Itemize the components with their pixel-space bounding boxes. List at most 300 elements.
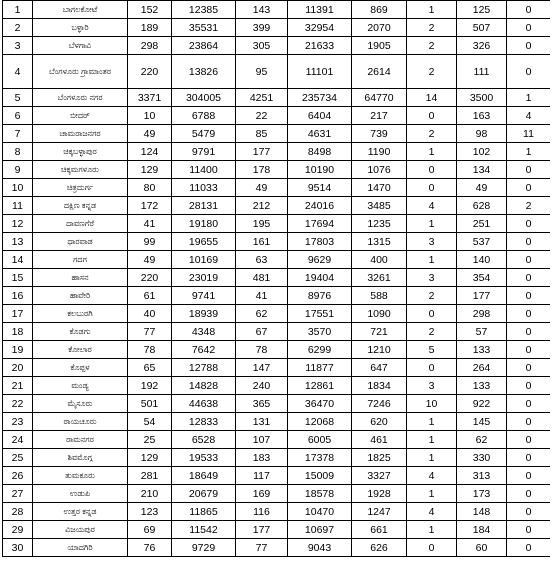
district-data-sheet — [2, 0, 550, 566]
table-row — [3, 107, 551, 125]
table-row — [3, 431, 551, 449]
value-cell: 4251 — [236, 89, 288, 107]
table-row — [3, 377, 551, 395]
value-cell: 10470 — [288, 503, 352, 521]
value-cell: 17378 — [288, 449, 352, 467]
value-cell: 9729 — [172, 539, 236, 557]
district-name-cell: ಉತ್ತರ ಕನ್ನಡ — [33, 503, 128, 521]
value-cell: 9043 — [288, 539, 352, 557]
district-name-cell: ಹಾವೇರಿ — [33, 287, 128, 305]
table-row — [3, 251, 551, 269]
value-cell: 304005 — [172, 89, 236, 107]
value-cell: 131 — [236, 413, 288, 431]
value-cell: 4348 — [172, 323, 236, 341]
serial-number-cell: 17 — [3, 305, 33, 323]
value-cell: 0 — [507, 215, 551, 233]
table-row — [3, 287, 551, 305]
serial-number-cell: 23 — [3, 413, 33, 431]
value-cell: 15009 — [288, 467, 352, 485]
value-cell: 11033 — [172, 179, 236, 197]
value-cell: 2 — [507, 197, 551, 215]
value-cell: 1 — [407, 413, 457, 431]
value-cell: 1 — [407, 1, 457, 19]
value-cell: 461 — [352, 431, 407, 449]
value-cell: 60 — [457, 539, 507, 557]
value-cell: 5 — [407, 341, 457, 359]
value-cell: 0 — [507, 161, 551, 179]
table-row — [3, 341, 551, 359]
value-cell: 0 — [507, 55, 551, 89]
value-cell: 0 — [507, 431, 551, 449]
serial-number-cell: 5 — [3, 89, 33, 107]
value-cell: 217 — [352, 107, 407, 125]
value-cell: 17551 — [288, 305, 352, 323]
value-cell: 40 — [128, 305, 172, 323]
value-cell: 178 — [236, 161, 288, 179]
value-cell: 235734 — [288, 89, 352, 107]
value-cell: 0 — [507, 269, 551, 287]
serial-number-cell: 28 — [3, 503, 33, 521]
value-cell: 9629 — [288, 251, 352, 269]
value-cell: 3 — [407, 377, 457, 395]
value-cell: 0 — [507, 377, 551, 395]
value-cell: 125 — [457, 1, 507, 19]
value-cell: 220 — [128, 269, 172, 287]
district-name-cell: ಬೆಳಗಾವಿ — [33, 37, 128, 55]
value-cell: 98 — [457, 125, 507, 143]
district-name-cell: ಮಂಡ್ಯ — [33, 377, 128, 395]
district-name-cell: ಬೀದರ್ — [33, 107, 128, 125]
value-cell: 173 — [457, 485, 507, 503]
value-cell: 3485 — [352, 197, 407, 215]
value-cell: 1090 — [352, 305, 407, 323]
table-row — [3, 503, 551, 521]
value-cell: 18939 — [172, 305, 236, 323]
value-cell: 177 — [236, 521, 288, 539]
value-cell: 0 — [507, 37, 551, 55]
value-cell: 11542 — [172, 521, 236, 539]
serial-number-cell: 18 — [3, 323, 33, 341]
value-cell: 0 — [507, 179, 551, 197]
value-cell: 19655 — [172, 233, 236, 251]
district-name-cell: ದಾವಣಗೆರೆ — [33, 215, 128, 233]
value-cell: 10697 — [288, 521, 352, 539]
value-cell: 11400 — [172, 161, 236, 179]
value-cell: 0 — [507, 341, 551, 359]
serial-number-cell: 16 — [3, 287, 33, 305]
district-name-cell: ವಿಜಯಪುರ — [33, 521, 128, 539]
value-cell: 22 — [236, 107, 288, 125]
value-cell: 35531 — [172, 19, 236, 37]
value-cell: 177 — [236, 143, 288, 161]
value-cell: 49 — [236, 179, 288, 197]
value-cell: 189 — [128, 19, 172, 37]
table-row — [3, 467, 551, 485]
value-cell: 1834 — [352, 377, 407, 395]
value-cell: 9741 — [172, 287, 236, 305]
serial-number-cell: 22 — [3, 395, 33, 413]
value-cell: 152 — [128, 1, 172, 19]
value-cell: 8498 — [288, 143, 352, 161]
value-cell: 12788 — [172, 359, 236, 377]
value-cell: 21633 — [288, 37, 352, 55]
value-cell: 24016 — [288, 197, 352, 215]
value-cell: 3 — [407, 269, 457, 287]
value-cell: 95 — [236, 55, 288, 89]
value-cell: 0 — [407, 179, 457, 197]
value-cell: 3371 — [128, 89, 172, 107]
value-cell: 8976 — [288, 287, 352, 305]
value-cell: 11877 — [288, 359, 352, 377]
value-cell: 20679 — [172, 485, 236, 503]
serial-number-cell: 7 — [3, 125, 33, 143]
value-cell: 143 — [236, 1, 288, 19]
value-cell: 18649 — [172, 467, 236, 485]
district-name-cell: ಮೈಸೂರು — [33, 395, 128, 413]
value-cell: 2 — [407, 287, 457, 305]
value-cell: 25 — [128, 431, 172, 449]
value-cell: 102 — [457, 143, 507, 161]
value-cell: 6404 — [288, 107, 352, 125]
value-cell: 11865 — [172, 503, 236, 521]
value-cell: 399 — [236, 19, 288, 37]
value-cell: 922 — [457, 395, 507, 413]
table-row — [3, 89, 551, 107]
value-cell: 172 — [128, 197, 172, 215]
value-cell: 0 — [507, 1, 551, 19]
serial-number-cell: 27 — [3, 485, 33, 503]
value-cell: 481 — [236, 269, 288, 287]
table-row — [3, 197, 551, 215]
value-cell: 85 — [236, 125, 288, 143]
district-name-cell: ಬೆಂಗಳೂರು ಗ್ರಾಮಾಂತರ — [33, 55, 128, 89]
serial-number-cell: 13 — [3, 233, 33, 251]
district-name-cell: ಬಾಗಲಕೋಟೆ — [33, 1, 128, 19]
value-cell: 44638 — [172, 395, 236, 413]
value-cell: 869 — [352, 1, 407, 19]
value-cell: 184 — [457, 521, 507, 539]
value-cell: 0 — [507, 287, 551, 305]
value-cell: 0 — [507, 305, 551, 323]
value-cell: 1905 — [352, 37, 407, 55]
value-cell: 1 — [407, 215, 457, 233]
serial-number-cell: 29 — [3, 521, 33, 539]
value-cell: 501 — [128, 395, 172, 413]
value-cell: 0 — [507, 19, 551, 37]
value-cell: 133 — [457, 341, 507, 359]
serial-number-cell: 15 — [3, 269, 33, 287]
table-row — [3, 19, 551, 37]
value-cell: 65 — [128, 359, 172, 377]
district-name-cell: ಹಾಸನ — [33, 269, 128, 287]
serial-number-cell: 1 — [3, 1, 33, 19]
serial-number-cell: 20 — [3, 359, 33, 377]
value-cell: 17803 — [288, 233, 352, 251]
value-cell: 49 — [128, 125, 172, 143]
table-row — [3, 1, 551, 19]
value-cell: 3570 — [288, 323, 352, 341]
serial-number-cell: 4 — [3, 55, 33, 89]
value-cell: 0 — [507, 467, 551, 485]
value-cell: 107 — [236, 431, 288, 449]
value-cell: 161 — [236, 233, 288, 251]
district-name-cell: ಕೋಲಾರ — [33, 341, 128, 359]
value-cell: 3500 — [457, 89, 507, 107]
value-cell: 354 — [457, 269, 507, 287]
value-cell: 64770 — [352, 89, 407, 107]
value-cell: 129 — [128, 161, 172, 179]
district-name-cell: ಧಾರವಾಡ — [33, 233, 128, 251]
value-cell: 1 — [407, 251, 457, 269]
value-cell: 11391 — [288, 1, 352, 19]
value-cell: 1247 — [352, 503, 407, 521]
table-row — [3, 449, 551, 467]
value-cell: 251 — [457, 215, 507, 233]
district-name-cell: ಬೆಂಗಳೂರು ನಗರ — [33, 89, 128, 107]
district-name-cell: ಬಳ್ಳಾರಿ — [33, 19, 128, 37]
value-cell: 10169 — [172, 251, 236, 269]
value-cell: 3 — [407, 233, 457, 251]
value-cell: 69 — [128, 521, 172, 539]
value-cell: 4 — [407, 503, 457, 521]
value-cell: 0 — [407, 305, 457, 323]
value-cell: 4631 — [288, 125, 352, 143]
value-cell: 1 — [407, 485, 457, 503]
value-cell: 19533 — [172, 449, 236, 467]
value-cell: 18578 — [288, 485, 352, 503]
value-cell: 0 — [507, 233, 551, 251]
value-cell: 62 — [236, 305, 288, 323]
serial-number-cell: 8 — [3, 143, 33, 161]
table-row — [3, 413, 551, 431]
value-cell: 163 — [457, 107, 507, 125]
value-cell: 49 — [128, 251, 172, 269]
table-row — [3, 125, 551, 143]
value-cell: 1210 — [352, 341, 407, 359]
value-cell: 305 — [236, 37, 288, 55]
value-cell: 78 — [128, 341, 172, 359]
value-cell: 0 — [407, 539, 457, 557]
table-row — [3, 359, 551, 377]
value-cell: 661 — [352, 521, 407, 539]
district-name-cell: ಕೊಡಗು — [33, 323, 128, 341]
table-row — [3, 161, 551, 179]
value-cell: 14828 — [172, 377, 236, 395]
value-cell: 298 — [128, 37, 172, 55]
value-cell: 123 — [128, 503, 172, 521]
value-cell: 326 — [457, 37, 507, 55]
value-cell: 1 — [507, 143, 551, 161]
district-name-cell: ಚಿಕ್ಕಬಳ್ಳಾಪುರ — [33, 143, 128, 161]
district-name-cell: ಚಾಮರಾಜನಗರ — [33, 125, 128, 143]
value-cell: 1235 — [352, 215, 407, 233]
table-row — [3, 37, 551, 55]
value-cell: 23019 — [172, 269, 236, 287]
value-cell: 210 — [128, 485, 172, 503]
value-cell: 129 — [128, 449, 172, 467]
value-cell: 54 — [128, 413, 172, 431]
value-cell: 2614 — [352, 55, 407, 89]
district-name-cell: ಶಿವಮೊಗ್ಗ — [33, 449, 128, 467]
value-cell: 1315 — [352, 233, 407, 251]
value-cell: 133 — [457, 377, 507, 395]
value-cell: 67 — [236, 323, 288, 341]
value-cell: 61 — [128, 287, 172, 305]
value-cell: 195 — [236, 215, 288, 233]
value-cell: 365 — [236, 395, 288, 413]
value-cell: 77 — [128, 323, 172, 341]
value-cell: 507 — [457, 19, 507, 37]
value-cell: 0 — [507, 485, 551, 503]
value-cell: 1825 — [352, 449, 407, 467]
table-row — [3, 179, 551, 197]
value-cell: 5479 — [172, 125, 236, 143]
value-cell: 12068 — [288, 413, 352, 431]
district-name-cell: ಉಡುಪಿ — [33, 485, 128, 503]
value-cell: 0 — [407, 107, 457, 125]
table-row — [3, 395, 551, 413]
value-cell: 0 — [507, 521, 551, 539]
value-cell: 10 — [407, 395, 457, 413]
value-cell: 537 — [457, 233, 507, 251]
value-cell: 13826 — [172, 55, 236, 89]
value-cell: 2070 — [352, 19, 407, 37]
value-cell: 11101 — [288, 55, 352, 89]
value-cell: 0 — [507, 359, 551, 377]
value-cell: 99 — [128, 233, 172, 251]
value-cell: 298 — [457, 305, 507, 323]
value-cell: 36470 — [288, 395, 352, 413]
district-name-cell: ಚಿತ್ರದುರ್ಗ — [33, 179, 128, 197]
value-cell: 0 — [507, 395, 551, 413]
value-cell: 6299 — [288, 341, 352, 359]
value-cell: 32954 — [288, 19, 352, 37]
value-cell: 49 — [457, 179, 507, 197]
value-cell: 140 — [457, 251, 507, 269]
value-cell: 57 — [457, 323, 507, 341]
value-cell: 1190 — [352, 143, 407, 161]
value-cell: 0 — [507, 449, 551, 467]
value-cell: 62 — [457, 431, 507, 449]
table-row — [3, 539, 551, 557]
value-cell: 111 — [457, 55, 507, 89]
value-cell: 2 — [407, 323, 457, 341]
district-name-cell: ಗದಗ — [33, 251, 128, 269]
value-cell: 41 — [236, 287, 288, 305]
serial-number-cell: 12 — [3, 215, 33, 233]
value-cell: 9791 — [172, 143, 236, 161]
serial-number-cell: 24 — [3, 431, 33, 449]
serial-number-cell: 19 — [3, 341, 33, 359]
value-cell: 116 — [236, 503, 288, 521]
value-cell: 77 — [236, 539, 288, 557]
value-cell: 212 — [236, 197, 288, 215]
value-cell: 647 — [352, 359, 407, 377]
value-cell: 177 — [457, 287, 507, 305]
value-cell: 739 — [352, 125, 407, 143]
district-name-cell: ಚಿಕ್ಕಮಗಳೂರು — [33, 161, 128, 179]
value-cell: 145 — [457, 413, 507, 431]
value-cell: 148 — [457, 503, 507, 521]
table-row — [3, 55, 551, 89]
district-name-cell: ದಕ್ಷಿಣ ಕನ್ನಡ — [33, 197, 128, 215]
serial-number-cell: 6 — [3, 107, 33, 125]
value-cell: 23864 — [172, 37, 236, 55]
value-cell: 12861 — [288, 377, 352, 395]
value-cell: 2 — [407, 125, 457, 143]
value-cell: 0 — [507, 323, 551, 341]
value-cell: 80 — [128, 179, 172, 197]
table-row — [3, 215, 551, 233]
table-row — [3, 269, 551, 287]
value-cell: 28131 — [172, 197, 236, 215]
value-cell: 12385 — [172, 1, 236, 19]
value-cell: 12833 — [172, 413, 236, 431]
value-cell: 313 — [457, 467, 507, 485]
district-table — [2, 0, 550, 557]
value-cell: 1076 — [352, 161, 407, 179]
value-cell: 7642 — [172, 341, 236, 359]
value-cell: 6528 — [172, 431, 236, 449]
serial-number-cell: 2 — [3, 19, 33, 37]
value-cell: 626 — [352, 539, 407, 557]
value-cell: 4 — [507, 107, 551, 125]
value-cell: 7246 — [352, 395, 407, 413]
serial-number-cell: 9 — [3, 161, 33, 179]
value-cell: 63 — [236, 251, 288, 269]
serial-number-cell: 21 — [3, 377, 33, 395]
value-cell: 1470 — [352, 179, 407, 197]
value-cell: 281 — [128, 467, 172, 485]
serial-number-cell: 26 — [3, 467, 33, 485]
value-cell: 147 — [236, 359, 288, 377]
value-cell: 3327 — [352, 467, 407, 485]
value-cell: 4 — [407, 197, 457, 215]
district-name-cell: ಕಲಬುರಗಿ — [33, 305, 128, 323]
serial-number-cell: 3 — [3, 37, 33, 55]
value-cell: 117 — [236, 467, 288, 485]
value-cell: 240 — [236, 377, 288, 395]
value-cell: 2 — [407, 37, 457, 55]
value-cell: 220 — [128, 55, 172, 89]
value-cell: 19180 — [172, 215, 236, 233]
serial-number-cell: 11 — [3, 197, 33, 215]
value-cell: 3261 — [352, 269, 407, 287]
value-cell: 192 — [128, 377, 172, 395]
value-cell: 134 — [457, 161, 507, 179]
value-cell: 1 — [407, 521, 457, 539]
value-cell: 14 — [407, 89, 457, 107]
value-cell: 169 — [236, 485, 288, 503]
table-row — [3, 521, 551, 539]
value-cell: 588 — [352, 287, 407, 305]
value-cell: 0 — [507, 413, 551, 431]
value-cell: 9514 — [288, 179, 352, 197]
value-cell: 330 — [457, 449, 507, 467]
table-row — [3, 143, 551, 161]
value-cell: 10190 — [288, 161, 352, 179]
value-cell: 6788 — [172, 107, 236, 125]
value-cell: 10 — [128, 107, 172, 125]
value-cell: 1928 — [352, 485, 407, 503]
value-cell: 17694 — [288, 215, 352, 233]
value-cell: 6005 — [288, 431, 352, 449]
value-cell: 78 — [236, 341, 288, 359]
serial-number-cell: 10 — [3, 179, 33, 197]
value-cell: 41 — [128, 215, 172, 233]
value-cell: 183 — [236, 449, 288, 467]
table-body — [3, 1, 551, 557]
